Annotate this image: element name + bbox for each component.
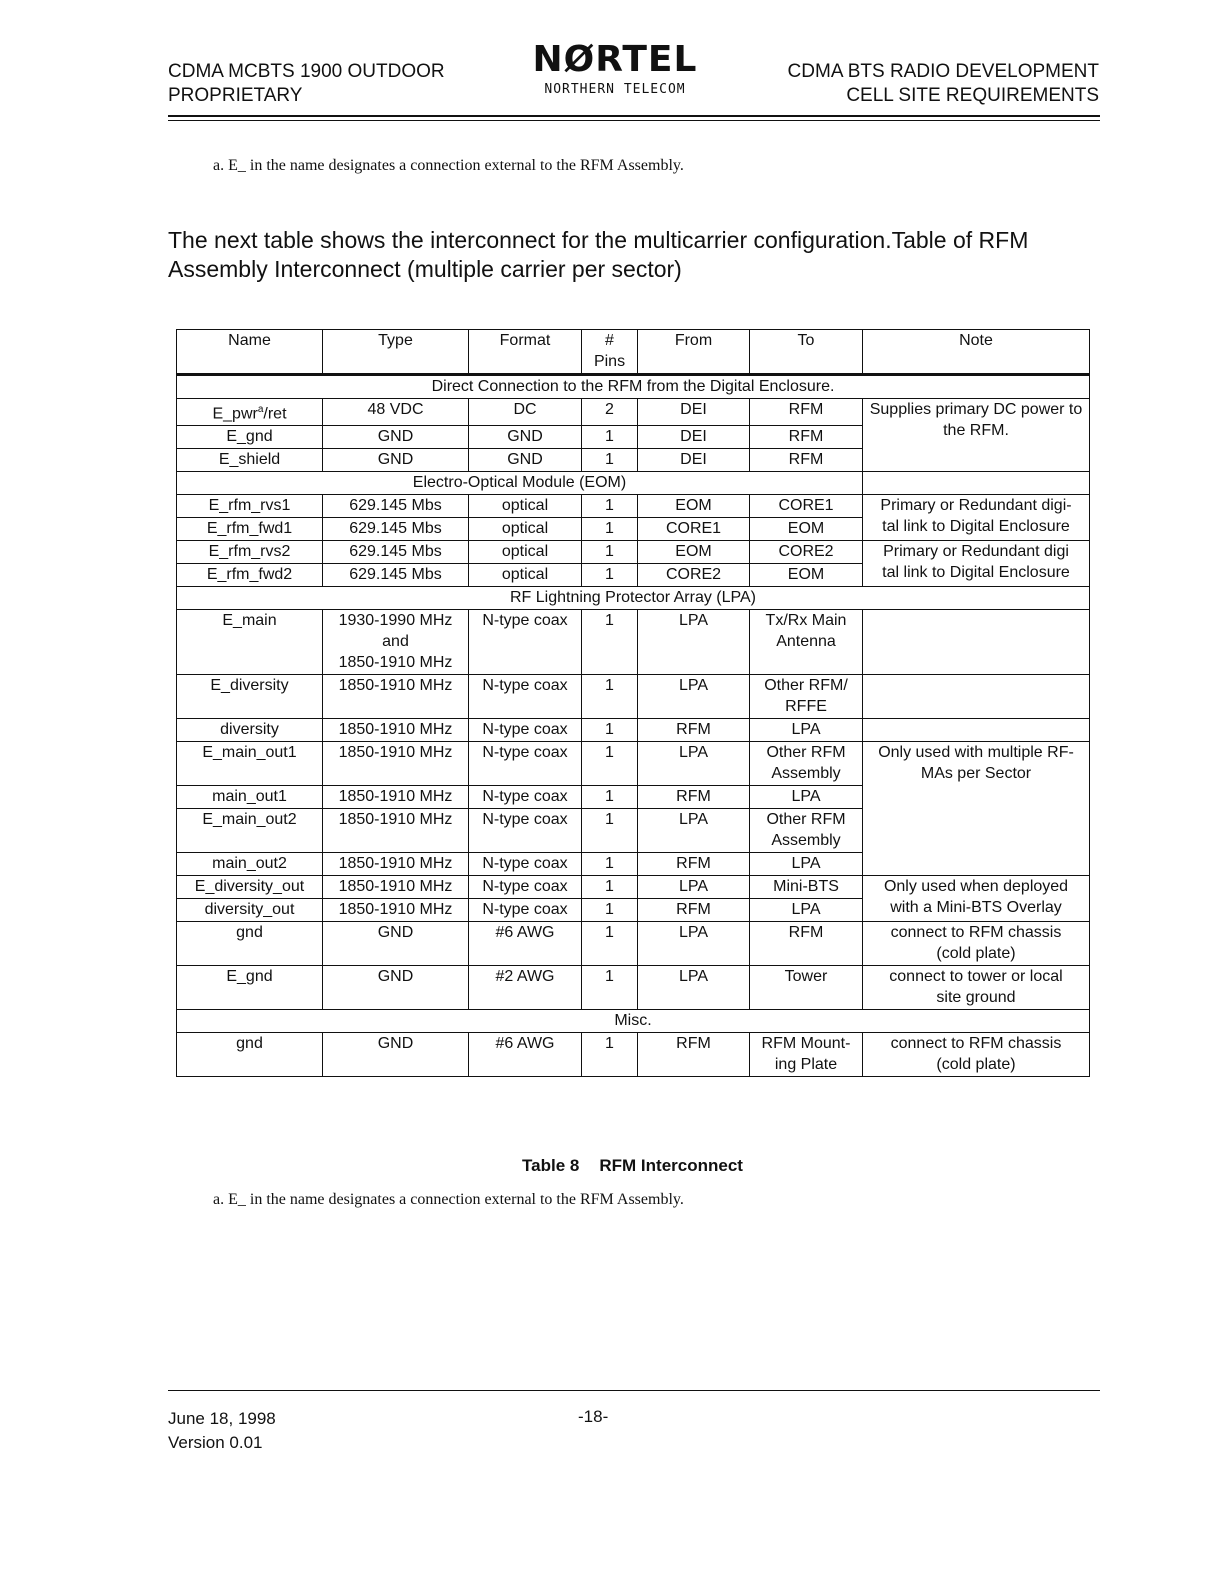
section-eom: Electro-Optical Module (EOM) (177, 472, 863, 495)
cell-pins: 1 (582, 786, 638, 809)
caption-title: RFM Interconnect (599, 1156, 743, 1175)
cell-to: RFM (750, 399, 863, 426)
cell-to: Other RFM Assembly (750, 809, 863, 853)
cell-type: 48 VDC (323, 399, 469, 426)
footnote-bottom: a. E_ in the name designates a connection external to the RFM Assembly. (213, 1191, 684, 1208)
cell-name: E_main_out1 (177, 742, 323, 786)
cell-type: 1850-1910 MHz (323, 876, 469, 899)
cell-name: E_rfm_fwd1 (177, 518, 323, 541)
cell-format: N-type coax (469, 742, 582, 786)
cell-note: Supplies primary DC power to the RFM. (863, 399, 1090, 472)
cell-pins: 1 (582, 1033, 638, 1077)
footer-version: Version 0.01 (168, 1433, 263, 1452)
col-header-format: Format (469, 330, 582, 375)
cell-from: RFM (638, 786, 750, 809)
header-right (788, 60, 1099, 108)
page-number: -18- (578, 1407, 609, 1426)
cell-type: 1850-1910 MHz (323, 675, 469, 719)
section-row (177, 587, 1090, 610)
cell-note: Only used when deployed with a Mini-BTS Overlay (863, 876, 1090, 922)
cell-from: RFM (638, 1033, 750, 1077)
col-header-name: Name (177, 330, 323, 375)
cell-pins: 1 (582, 853, 638, 876)
cell-pins: 1 (582, 449, 638, 472)
cell-to: EOM (750, 564, 863, 587)
cell-note: Primary or Redundant digi- tal link to Digital Enclosure (863, 495, 1090, 541)
footer-rule (168, 1390, 1100, 1391)
cell-note-empty (863, 675, 1090, 719)
section-row (177, 472, 1090, 495)
cell-from: LPA (638, 876, 750, 899)
cell-name: main_out2 (177, 853, 323, 876)
cell-format: #2 AWG (469, 966, 582, 1010)
table-row (177, 742, 1090, 786)
cell-name: E_main_out2 (177, 809, 323, 853)
cell-pins: 1 (582, 809, 638, 853)
cell-pins: 1 (582, 876, 638, 899)
table-row (177, 610, 1090, 675)
cell-format: N-type coax (469, 719, 582, 742)
cell-name: diversity (177, 719, 323, 742)
cell-name: E_pwr$^a$/ret (177, 399, 323, 426)
cell-note: Only used with multiple RF- MAs per Sector (863, 742, 1090, 876)
section-row (177, 375, 1090, 399)
cell-type: 1850-1910 MHz (323, 742, 469, 786)
cell-format: N-type coax (469, 876, 582, 899)
table-row (177, 922, 1090, 966)
cell-name: main_out1 (177, 786, 323, 809)
header-product: CDMA MCBTS 1900 OUTDOOR (168, 61, 445, 82)
cell-format: #6 AWG (469, 1033, 582, 1077)
cell-type: GND (323, 966, 469, 1010)
cell-pins: 1 (582, 966, 638, 1010)
cell-format: GND (469, 449, 582, 472)
cell-from: LPA (638, 809, 750, 853)
cell-pins: 1 (582, 541, 638, 564)
cell-to: RFM (750, 922, 863, 966)
intro-paragraph: The next table shows the interconnect for the multicarrier configuration.Table of RFM Assembly Interconnect (multiple carrier per sector) (168, 227, 1029, 282)
cell-type: 629.145 Mbs (323, 564, 469, 587)
cell-from: DEI (638, 426, 750, 449)
cell-note: connect to RFM chassis (cold plate) (863, 1033, 1090, 1077)
cell-format: optical (469, 495, 582, 518)
caption-number: Table 8 (522, 1156, 580, 1175)
cell-name: E_diversity (177, 675, 323, 719)
cell-format: DC (469, 399, 582, 426)
table-row (177, 1033, 1090, 1077)
cell-to: Tx/Rx Main Antenna (750, 610, 863, 675)
cell-to: RFM Mount- ing Plate (750, 1033, 863, 1077)
cell-pins: 1 (582, 426, 638, 449)
cell-type: 629.145 Mbs (323, 541, 469, 564)
cell-to: Other RFM/ RFFE (750, 675, 863, 719)
cell-type: 1850-1910 MHz (323, 719, 469, 742)
nortel-logo (500, 38, 730, 98)
cell-from: EOM (638, 495, 750, 518)
cell-to: RFM (750, 426, 863, 449)
cell-format: optical (469, 518, 582, 541)
cell-to: Tower (750, 966, 863, 1010)
cell-to: RFM (750, 449, 863, 472)
cell-pins: 1 (582, 518, 638, 541)
cell-pins: 2 (582, 399, 638, 426)
cell-pins: 1 (582, 495, 638, 518)
col-header-to: To (750, 330, 863, 375)
logo-wordmark: NØRTEL (532, 39, 698, 80)
cell-type: 1850-1910 MHz (323, 899, 469, 922)
cell-pins: 1 (582, 675, 638, 719)
section-misc: Misc. (177, 1010, 1090, 1033)
cell-name: E_diversity_out (177, 876, 323, 899)
table-row (177, 876, 1090, 899)
cell-type: 1850-1910 MHz (323, 853, 469, 876)
cell-pins: 1 (582, 610, 638, 675)
cell-name: diversity_out (177, 899, 323, 922)
cell-format: N-type coax (469, 853, 582, 876)
cell-type: 1930-1990 MHz and 1850-1910 MHz (323, 610, 469, 675)
cell-name: E_main (177, 610, 323, 675)
header-department: CDMA BTS RADIO DEVELOPMENT (787, 61, 1099, 82)
table-row (177, 399, 1090, 426)
cell-format: #6 AWG (469, 922, 582, 966)
cell-from: LPA (638, 610, 750, 675)
section-lpa: RF Lightning Protector Array (LPA) (177, 587, 1090, 610)
table-caption (176, 1156, 1089, 1176)
cell-format: N-type coax (469, 610, 582, 675)
cell-from: LPA (638, 966, 750, 1010)
cell-from: CORE2 (638, 564, 750, 587)
table-row (177, 719, 1090, 742)
cell-format: N-type coax (469, 809, 582, 853)
cell-to: LPA (750, 719, 863, 742)
section-direct: Direct Connection to the RFM from the Digital Enclosure. (177, 375, 1090, 399)
col-header-from: From (638, 330, 750, 375)
cell-to: LPA (750, 786, 863, 809)
cell-to: EOM (750, 518, 863, 541)
cell-note-empty (863, 719, 1090, 742)
cell-note: connect to tower or local site ground (863, 966, 1090, 1010)
cell-type: GND (323, 922, 469, 966)
cell-type: GND (323, 1033, 469, 1077)
header-rule-thin (168, 120, 1100, 121)
cell-note: connect to RFM chassis (cold plate) (863, 922, 1090, 966)
cell-from: LPA (638, 922, 750, 966)
cell-pins: 1 (582, 564, 638, 587)
cell-name: E_rfm_rvs1 (177, 495, 323, 518)
cell-type: 629.145 Mbs (323, 495, 469, 518)
cell-name: E_gnd (177, 426, 323, 449)
cell-name: E_rfm_rvs2 (177, 541, 323, 564)
cell-to: Mini-BTS (750, 876, 863, 899)
cell-pins: 1 (582, 719, 638, 742)
cell-name: E_rfm_fwd2 (177, 564, 323, 587)
cell-from: RFM (638, 853, 750, 876)
table-row (177, 541, 1090, 564)
col-header-note: Note (863, 330, 1090, 375)
col-header-pins: # Pins (582, 330, 638, 375)
table-header-row (177, 330, 1090, 375)
header-rule-thick (168, 115, 1100, 117)
col-header-type: Type (323, 330, 469, 375)
cell-pins: 1 (582, 742, 638, 786)
cell-to: CORE2 (750, 541, 863, 564)
cell-name: E_shield (177, 449, 323, 472)
header-doc-title: CELL SITE REQUIREMENTS (846, 85, 1099, 106)
cell-to: LPA (750, 899, 863, 922)
cell-from: LPA (638, 742, 750, 786)
cell-to: Other RFM Assembly (750, 742, 863, 786)
cell-from: RFM (638, 899, 750, 922)
section-row (177, 1010, 1090, 1033)
cell-type: 1850-1910 MHz (323, 809, 469, 853)
header-left (168, 60, 445, 108)
cell-to: CORE1 (750, 495, 863, 518)
table-row (177, 966, 1090, 1010)
cell-type: GND (323, 426, 469, 449)
cell-pins: 1 (582, 899, 638, 922)
cell-type: GND (323, 449, 469, 472)
cell-name: gnd (177, 922, 323, 966)
cell-from: EOM (638, 541, 750, 564)
cell-note-empty (863, 610, 1090, 675)
cell-type: 1850-1910 MHz (323, 786, 469, 809)
cell-note: Primary or Redundant digi tal link to Digital Enclosure (863, 541, 1090, 587)
cell-to: LPA (750, 853, 863, 876)
footer-left (168, 1407, 276, 1455)
cell-format: N-type coax (469, 899, 582, 922)
cell-format: N-type coax (469, 786, 582, 809)
cell-format: optical (469, 541, 582, 564)
cell-note-empty (863, 472, 1090, 495)
cell-from: LPA (638, 675, 750, 719)
rfm-interconnect-table (176, 329, 1090, 1077)
cell-from: DEI (638, 449, 750, 472)
cell-name: gnd (177, 1033, 323, 1077)
cell-name: E_gnd (177, 966, 323, 1010)
logo-subtitle: NORTHERN TELECOM (544, 82, 686, 97)
cell-format: optical (469, 564, 582, 587)
table-row (177, 495, 1090, 518)
table-row (177, 675, 1090, 719)
cell-format: N-type coax (469, 675, 582, 719)
footer-date: June 18, 1998 (168, 1409, 276, 1428)
footnote-top: a. E_ in the name designates a connection external to the RFM Assembly. (213, 157, 684, 174)
cell-pins: 1 (582, 922, 638, 966)
header-proprietary: PROPRIETARY (168, 85, 303, 106)
cell-from: CORE1 (638, 518, 750, 541)
cell-format: GND (469, 426, 582, 449)
cell-from: DEI (638, 399, 750, 426)
cell-from: RFM (638, 719, 750, 742)
cell-type: 629.145 Mbs (323, 518, 469, 541)
